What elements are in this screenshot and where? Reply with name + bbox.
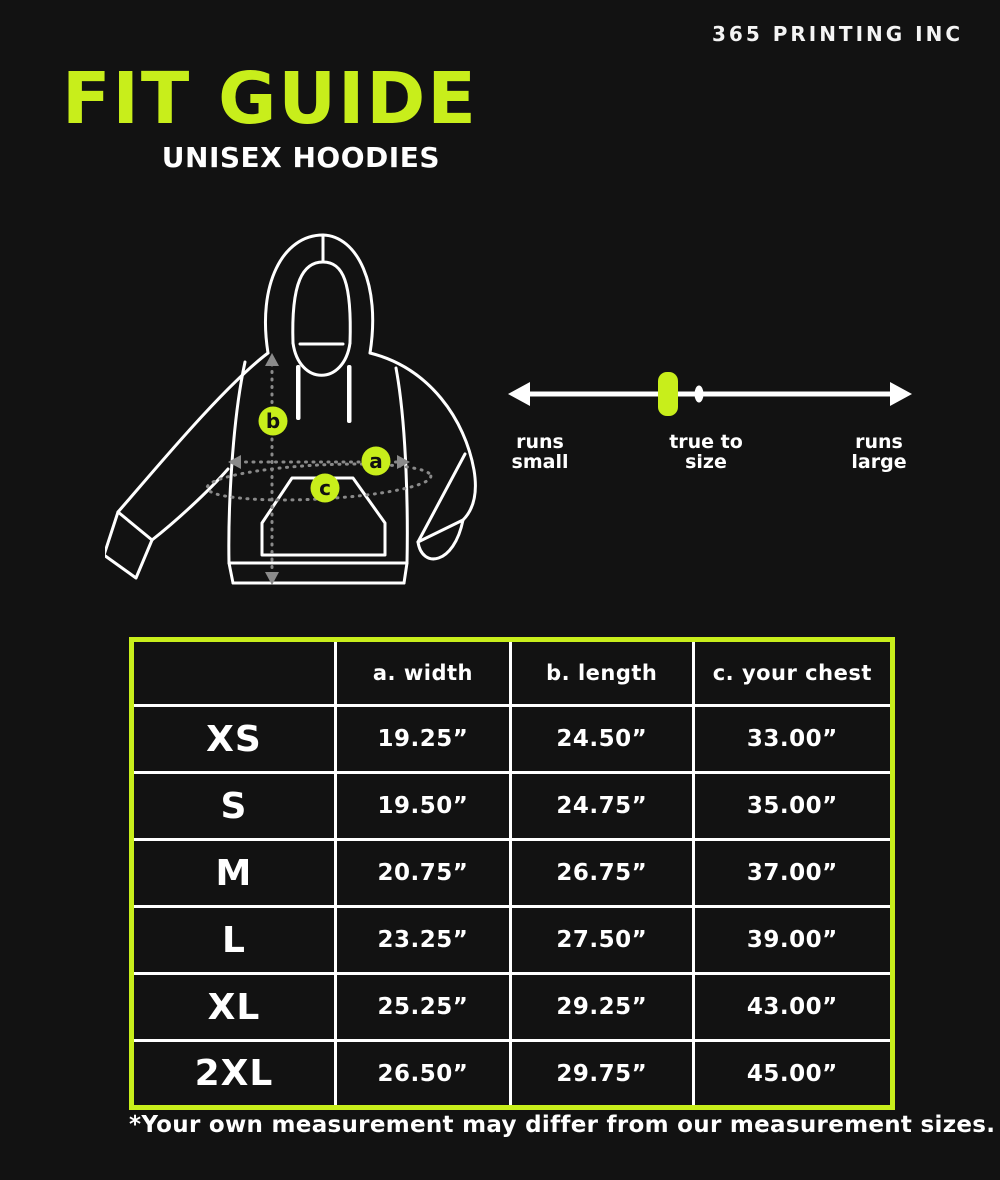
page-subtitle: UNISEX HOODIES (161, 141, 440, 174)
table-row-xl (132, 974, 893, 1041)
width-value: 23.25” (335, 907, 510, 974)
table-row-2xl (132, 1041, 893, 1108)
chest-value: 45.00” (693, 1041, 892, 1108)
length-value: 24.75” (510, 773, 693, 840)
chest-value: 39.00” (693, 907, 892, 974)
scale-dot (695, 386, 704, 403)
chest-value: 37.00” (693, 840, 892, 907)
scale-label-runs-small: runs small (511, 431, 569, 473)
length-value: 29.25” (510, 974, 693, 1041)
page-title: FIT GUIDE (62, 57, 478, 140)
length-value: 26.75” (510, 840, 693, 907)
width-value: 19.50” (335, 773, 510, 840)
size-label: L (132, 907, 336, 974)
true-to-size-marker (658, 372, 678, 416)
fit-scale (500, 355, 920, 485)
table-row-s (132, 773, 893, 840)
chest-value: 35.00” (693, 773, 892, 840)
header-length: b. length (510, 640, 693, 706)
chest-value: 33.00” (693, 706, 892, 773)
size-label: 2XL (132, 1041, 336, 1108)
header-width: a. width (335, 640, 510, 706)
measurement-disclaimer: *Your own measurement may differ from our measurement sizes. (129, 1112, 996, 1138)
scale-right-arrow-icon (890, 382, 912, 406)
hoodie-diagram (105, 222, 505, 602)
width-value: 19.25” (335, 706, 510, 773)
length-value: 29.75” (510, 1041, 693, 1108)
hoodie-illustration-svg (105, 222, 505, 602)
header-chest: c. your chest (693, 640, 892, 706)
brand-name: 365 PRINTING INC (711, 22, 963, 46)
marker-a (362, 447, 391, 476)
size-table (129, 637, 895, 1110)
scale-left-arrow-icon (508, 382, 530, 406)
scale-label-true-to-size: true to size (669, 431, 743, 473)
table-row-xs (132, 706, 893, 773)
length-value: 24.50” (510, 706, 693, 773)
header-size-blank (132, 640, 336, 706)
length-value: 27.50” (510, 907, 693, 974)
marker-c (311, 474, 340, 503)
table-row-m (132, 840, 893, 907)
width-value: 25.25” (335, 974, 510, 1041)
width-value: 20.75” (335, 840, 510, 907)
size-label: XL (132, 974, 336, 1041)
size-label: M (132, 840, 336, 907)
marker-a-label: a (369, 449, 383, 473)
table-row-l (132, 907, 893, 974)
size-table-header-row (132, 640, 893, 706)
scale-label-runs-large: runs large (851, 431, 907, 473)
marker-b-label: b (265, 409, 281, 433)
hoodie-outline (105, 235, 475, 583)
marker-c-label: c (319, 476, 331, 500)
size-label: XS (132, 706, 336, 773)
marker-b (259, 407, 288, 436)
width-value: 26.50” (335, 1041, 510, 1108)
chest-value: 43.00” (693, 974, 892, 1041)
size-label: S (132, 773, 336, 840)
